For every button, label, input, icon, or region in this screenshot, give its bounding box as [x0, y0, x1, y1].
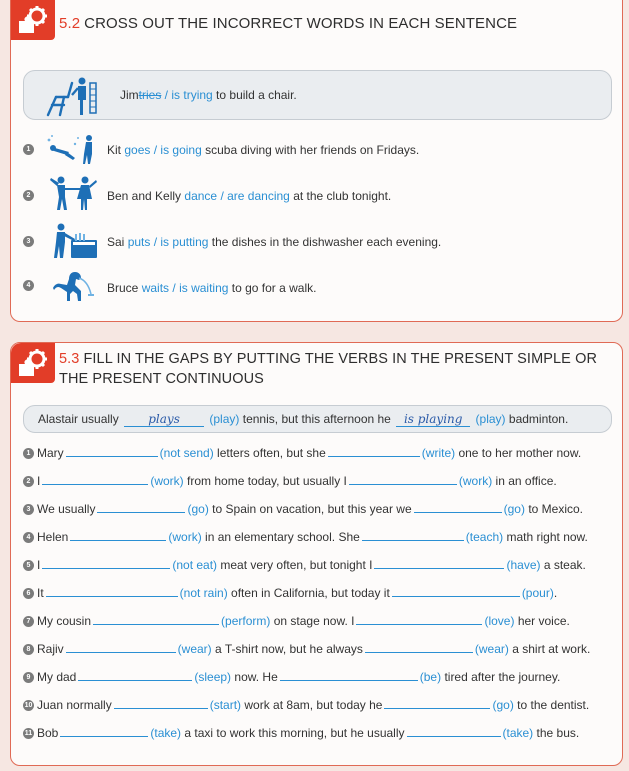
- answer-input[interactable]: [66, 641, 176, 653]
- sentence: Kit goes / is going scuba diving with her friends on Fridays.: [107, 143, 420, 157]
- exercise-badge: [11, 343, 55, 383]
- list-item: 4 Bruce waits / is waiting to go for a walk.: [11, 268, 622, 304]
- sentence: Sai puts / is putting the dishes in the dishwasher each evening.: [107, 235, 442, 249]
- list-item: 8 Rajiv (wear) a T-shirt now, but he always (wear) a shirt at work.: [23, 641, 622, 659]
- option-a[interactable]: dance: [184, 189, 218, 203]
- option-a[interactable]: goes: [124, 143, 151, 157]
- sentence: Ben and Kelly dance / are dancing at the club tonight.: [107, 189, 392, 203]
- answer-input[interactable]: [365, 641, 473, 653]
- answer-input[interactable]: [356, 613, 482, 625]
- exercise-title: 5.3 FILL IN THE GAPS BY PUTTING THE VERBS IN THE PRESENT SIMPLE OR THE PRESENT CONTINUOUS: [59, 351, 598, 387]
- list-item: 1 Mary (not send) letters often, but she (write) one to her mother now.: [23, 445, 622, 463]
- list-item: 10 Juan normally (start) work at 8am, but today he (go) to the dentist.: [24, 698, 590, 712]
- example-box: [23, 405, 612, 433]
- exercise-5-3-card: [10, 342, 623, 766]
- example-sentence: Jimtries / is trying to build a chair.: [120, 88, 297, 102]
- answer-input[interactable]: [78, 669, 192, 681]
- answer-input[interactable]: [93, 613, 219, 625]
- list-item: 3 We usually (go) to Spain on vacation, but this year we (go) to Mexico.: [23, 501, 622, 519]
- exercise-title: 5.2 CROSS OUT THE INCORRECT WORDS IN EACH SENTENCE: [59, 15, 518, 32]
- list-item: 6 It (not rain) often in California, but today it (pour).: [23, 585, 622, 603]
- answer-input[interactable]: [280, 669, 418, 681]
- answer-input[interactable]: [70, 529, 166, 541]
- answer-input[interactable]: [407, 725, 501, 737]
- answer-input[interactable]: [414, 501, 502, 513]
- option-b[interactable]: are dancing: [227, 189, 290, 203]
- answer-input[interactable]: [349, 473, 457, 485]
- answer-input[interactable]: [384, 697, 490, 709]
- answer-input[interactable]: [42, 557, 170, 569]
- answer-input[interactable]: [114, 697, 208, 709]
- answer-input[interactable]: [42, 473, 148, 485]
- option-a[interactable]: puts: [127, 235, 151, 249]
- gear-puzzle-icon: [17, 5, 49, 35]
- list-item: 4 Helen (work) in an elementary school. She (teach) math right now.: [23, 529, 622, 547]
- list-item: 5 I (not eat) meat very often, but tonight I (have) a steak.: [23, 557, 622, 575]
- sentence: Bruce waits / is waiting to go for a walk.: [107, 281, 317, 295]
- answer-input[interactable]: [46, 585, 178, 597]
- answer-input[interactable]: [60, 725, 148, 737]
- answer-input[interactable]: [97, 501, 185, 513]
- option-a[interactable]: waits: [141, 281, 170, 295]
- answer-input[interactable]: [66, 445, 158, 457]
- exercise-badge: [11, 0, 55, 40]
- man-building-chair-icon: [42, 75, 100, 117]
- option-b[interactable]: is putting: [160, 235, 209, 249]
- list-item: 2 Ben and Kelly dance / are dancing at the club tonight.: [11, 176, 622, 214]
- dancing-couple-icon: [49, 176, 97, 212]
- option-b[interactable]: is waiting: [179, 281, 229, 295]
- exercise-5-2-card: [10, 0, 623, 322]
- answer-input[interactable]: [374, 557, 504, 569]
- answer-input[interactable]: [328, 445, 420, 457]
- answer-input[interactable]: [362, 529, 464, 541]
- list-item: 3 Sai puts / is putting the dishes in the dishwasher each evening.: [11, 222, 622, 262]
- list-item: 11 Bob (take) a taxi to work this morning, but he usually (take) the bus.: [24, 726, 580, 740]
- list-item: 1 Kit goes / is going scuba diving with her friends on Fridays.: [11, 132, 622, 168]
- gear-puzzle-icon: [17, 348, 49, 378]
- answer-gap: plays: [124, 412, 204, 427]
- answer-input[interactable]: [392, 585, 520, 597]
- crossed-out-option: tries: [138, 88, 162, 102]
- dog-waiting-icon: [53, 270, 97, 302]
- example-box: [23, 70, 612, 120]
- list-item: 2 I (work) from home today, but usually I (work) in an office.: [23, 473, 622, 491]
- list-item: 9 My dad (sleep) now. He (be) tired after the journey.: [23, 669, 622, 687]
- scuba-divers-icon: [45, 132, 101, 166]
- list-item: 7 My cousin (perform) on stage now. I (love) her voice.: [23, 613, 622, 631]
- example-sentence: Alastair usually plays (play) tennis, but this afternoon he is playing (play) badminton.: [38, 412, 569, 426]
- option-b[interactable]: is going: [160, 143, 202, 157]
- dishwasher-icon: [51, 222, 101, 260]
- correct-option: is trying: [171, 88, 213, 102]
- answer-gap: is playing: [396, 412, 470, 427]
